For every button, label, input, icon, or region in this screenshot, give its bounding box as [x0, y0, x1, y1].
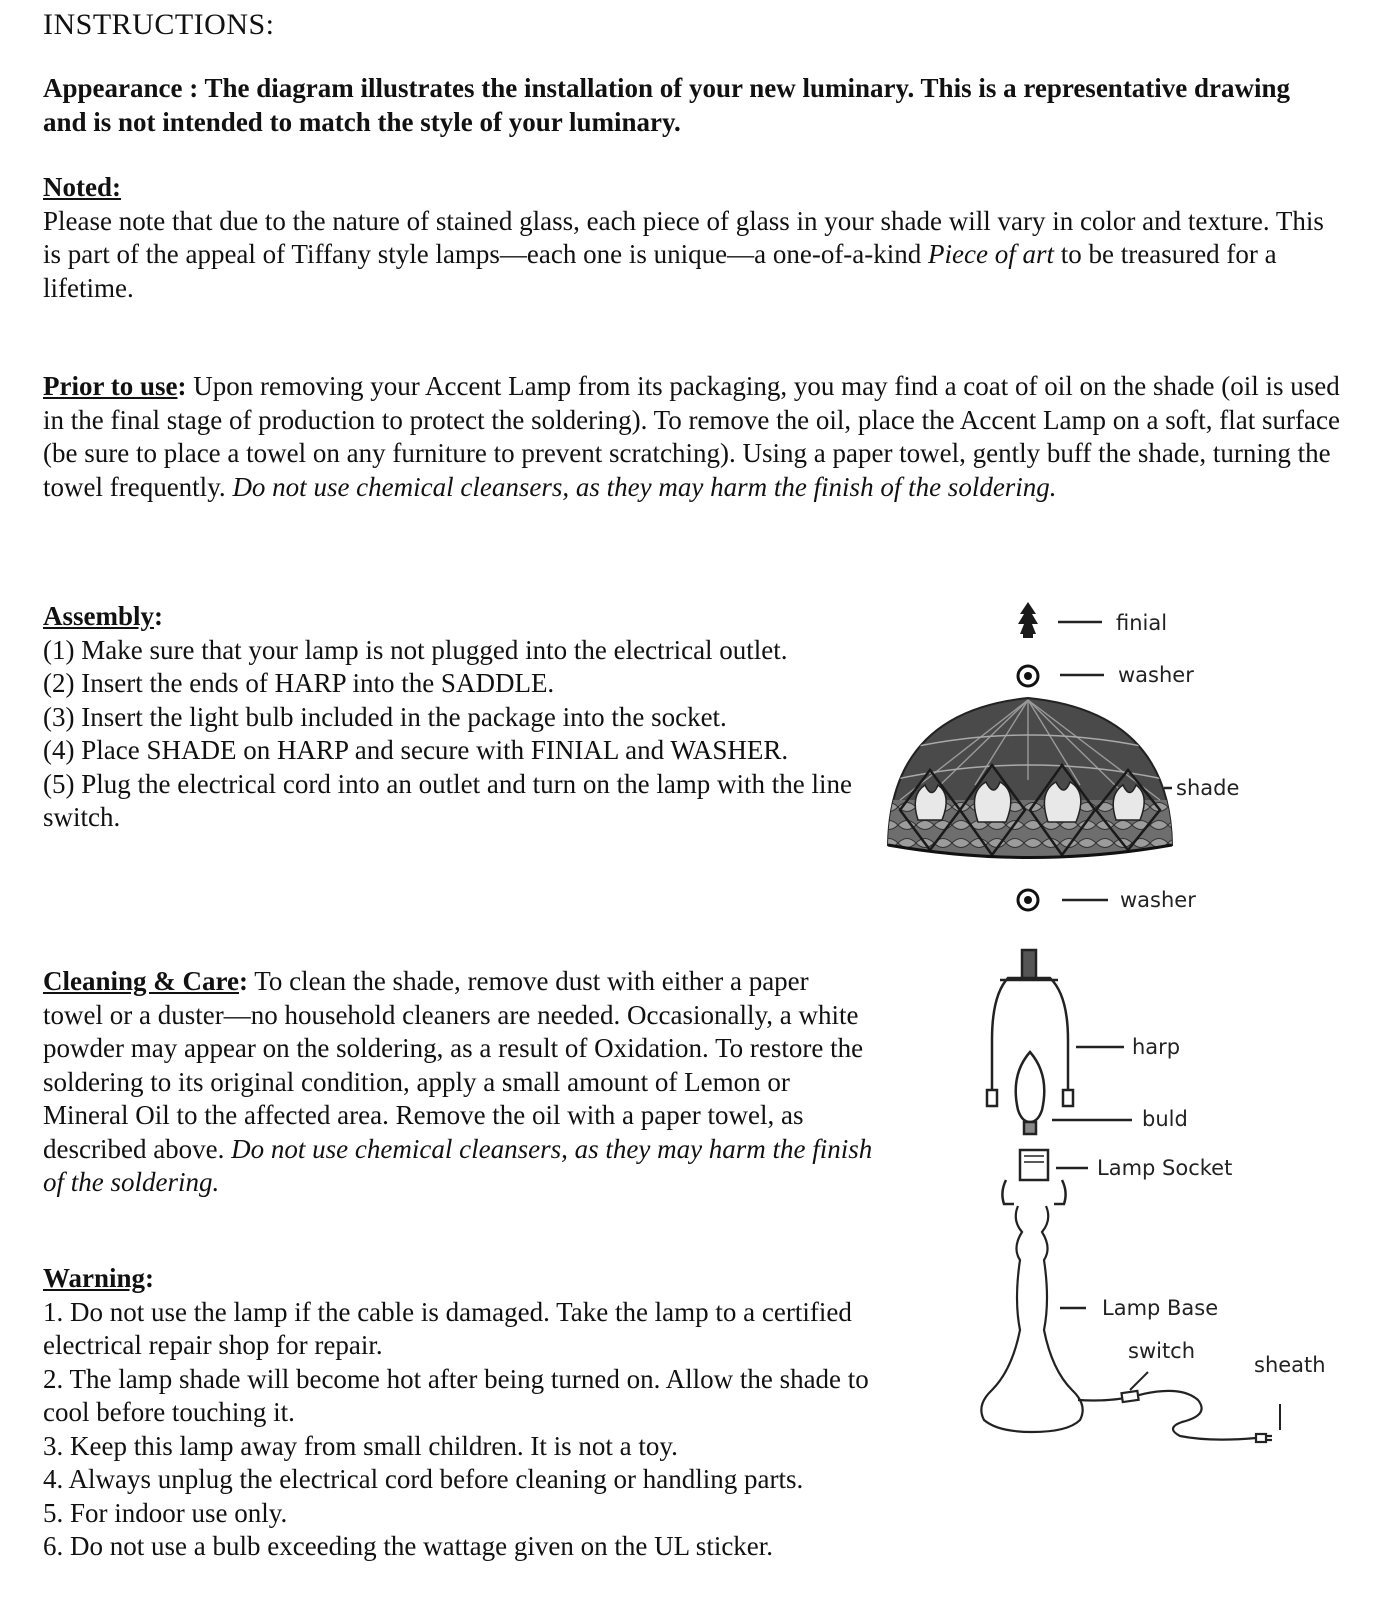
prior-to-use-paragraph	[43, 370, 1343, 504]
plug-icon	[1256, 1434, 1266, 1442]
assembly-step: (3) Insert the light bulb included in the package into the socket.	[43, 701, 727, 732]
noted-paragraph	[43, 205, 1333, 306]
shade-icon	[880, 698, 1180, 880]
finial-label: finial	[1116, 611, 1168, 635]
assembly-step: (1) Make sure that your lamp is not plugged into the electrical outlet.	[43, 634, 788, 665]
assembly-label: Assembly	[43, 601, 155, 631]
lamp-socket-icon	[1002, 1150, 1065, 1204]
prior-to-use-text: Upon removing your Accent Lamp from its packaging, you may find a coat of oil on the shade (oil is used in the final stage of production to protect the soldering). To remove the oil, place the Accent Lamp on a soft, flat surface (be sure to place a towel on any furniture to prevent scratching). Using a paper towel, gently buff the shade, turning the towel frequently.	[43, 371, 1340, 502]
appearance-label: Appearance :	[43, 73, 199, 103]
appearance-section	[43, 72, 1333, 139]
warning-item: 2. The lamp shade will become hot after being turned on. Allow the shade to cool before touching it.	[43, 1363, 869, 1427]
washer-top-icon	[1018, 666, 1038, 686]
warning-item: 4. Always unplug the electrical cord before cleaning or handling parts.	[43, 1464, 804, 1494]
cleaning-label: Cleaning & Care	[43, 966, 239, 996]
bulb-label: buld	[1142, 1107, 1188, 1131]
prior-to-use-section	[43, 370, 1343, 504]
warning-item: 1. Do not use the lamp if the cable is damaged. Take the lamp to a certified electrical repair shop for repair.	[43, 1296, 852, 1360]
lamp-base-icon	[981, 1206, 1082, 1432]
washer-bottom-label: washer	[1120, 888, 1196, 912]
warning-item: 5. For indoor use only.	[43, 1497, 288, 1528]
warning-item: 3. Keep this lamp away from small children. It is not a toy.	[43, 1430, 678, 1461]
cleaning-text: To clean the shade, remove dust with either a paper towel or a duster—no household cleaners are needed. Occasionally, a white powder may appear on the soldering, as a result of Oxidation. To restore the soldering to its original condition, apply a small amount of Lemon or Mineral Oil to the affected area. Remove the oil with a paper towel, as described above.	[43, 966, 864, 1164]
warning-heading	[43, 1262, 873, 1296]
noted-heading	[43, 171, 1333, 205]
base-label: Lamp Base	[1102, 1296, 1219, 1320]
assembly-step: (2) Insert the ends of HARP into the SADDLE.	[43, 668, 555, 698]
assembly-colon: :	[154, 601, 164, 631]
assembly-step: (5) Plug the electrical cord into an outlet and turn on the lamp with the line switch.	[43, 768, 853, 832]
washer-bottom-icon	[1018, 890, 1038, 910]
cleaning-paragraph	[43, 965, 873, 1200]
warning-label: Warning	[43, 1263, 146, 1293]
prior-to-use-label: Prior to use	[43, 371, 178, 401]
assembly-step: (4) Place SHADE on HARP and secure with FINIAL and WASHER.	[43, 735, 789, 765]
cleaning-section	[43, 965, 873, 1200]
noted-text-italic: Piece of art	[928, 239, 1054, 269]
prior-to-use-colon: :	[177, 371, 187, 401]
cleaning-italic: Do not use chemical cleansers, as they may harm the finish of the soldering.	[43, 1133, 873, 1197]
noted-section	[43, 171, 1333, 305]
switch-leader-line	[1130, 1372, 1148, 1390]
lamp-assembly-diagram	[880, 600, 1380, 1480]
washer-top-label: washer	[1118, 663, 1194, 687]
cleaning-colon: :	[239, 966, 248, 996]
noted-text-2: to be treasured for a lifetime.	[43, 239, 1277, 303]
noted-text-1: Please note that due to the nature of stained glass, each piece of glass in your shade will vary in color and texture. This is part of the appeal of Tiffany style lamps—each one is unique—a one-of-a-kind	[43, 205, 1324, 269]
appearance-text: The diagram illustrates the installation of your new luminary. This is a representative drawing and is not intended to match the style of your luminary.	[43, 73, 1291, 137]
warning-colon: :	[145, 1263, 155, 1293]
assembly-section	[43, 600, 873, 835]
shade-label: shade	[1176, 776, 1240, 800]
switch-label: switch	[1128, 1339, 1196, 1363]
bulb-icon	[1016, 1052, 1045, 1134]
cord-icon	[1078, 1391, 1272, 1442]
switch-icon	[1122, 1391, 1139, 1402]
harp-label: harp	[1132, 1035, 1181, 1059]
socket-label: Lamp Socket	[1097, 1156, 1233, 1180]
finial-icon	[1018, 602, 1038, 638]
prior-to-use-italic: Do not use chemical cleansers, as they may harm the finish of the soldering.	[232, 471, 1057, 502]
sheath-label: sheath	[1254, 1353, 1326, 1377]
appearance-paragraph	[43, 72, 1333, 139]
page-title: INSTRUCTIONS:	[43, 8, 275, 41]
noted-label: Noted:	[43, 172, 121, 202]
assembly-heading	[43, 600, 873, 634]
warning-item: 6. Do not use a bulb exceeding the wattage given on the UL sticker.	[43, 1531, 774, 1561]
warning-section	[43, 1262, 873, 1564]
